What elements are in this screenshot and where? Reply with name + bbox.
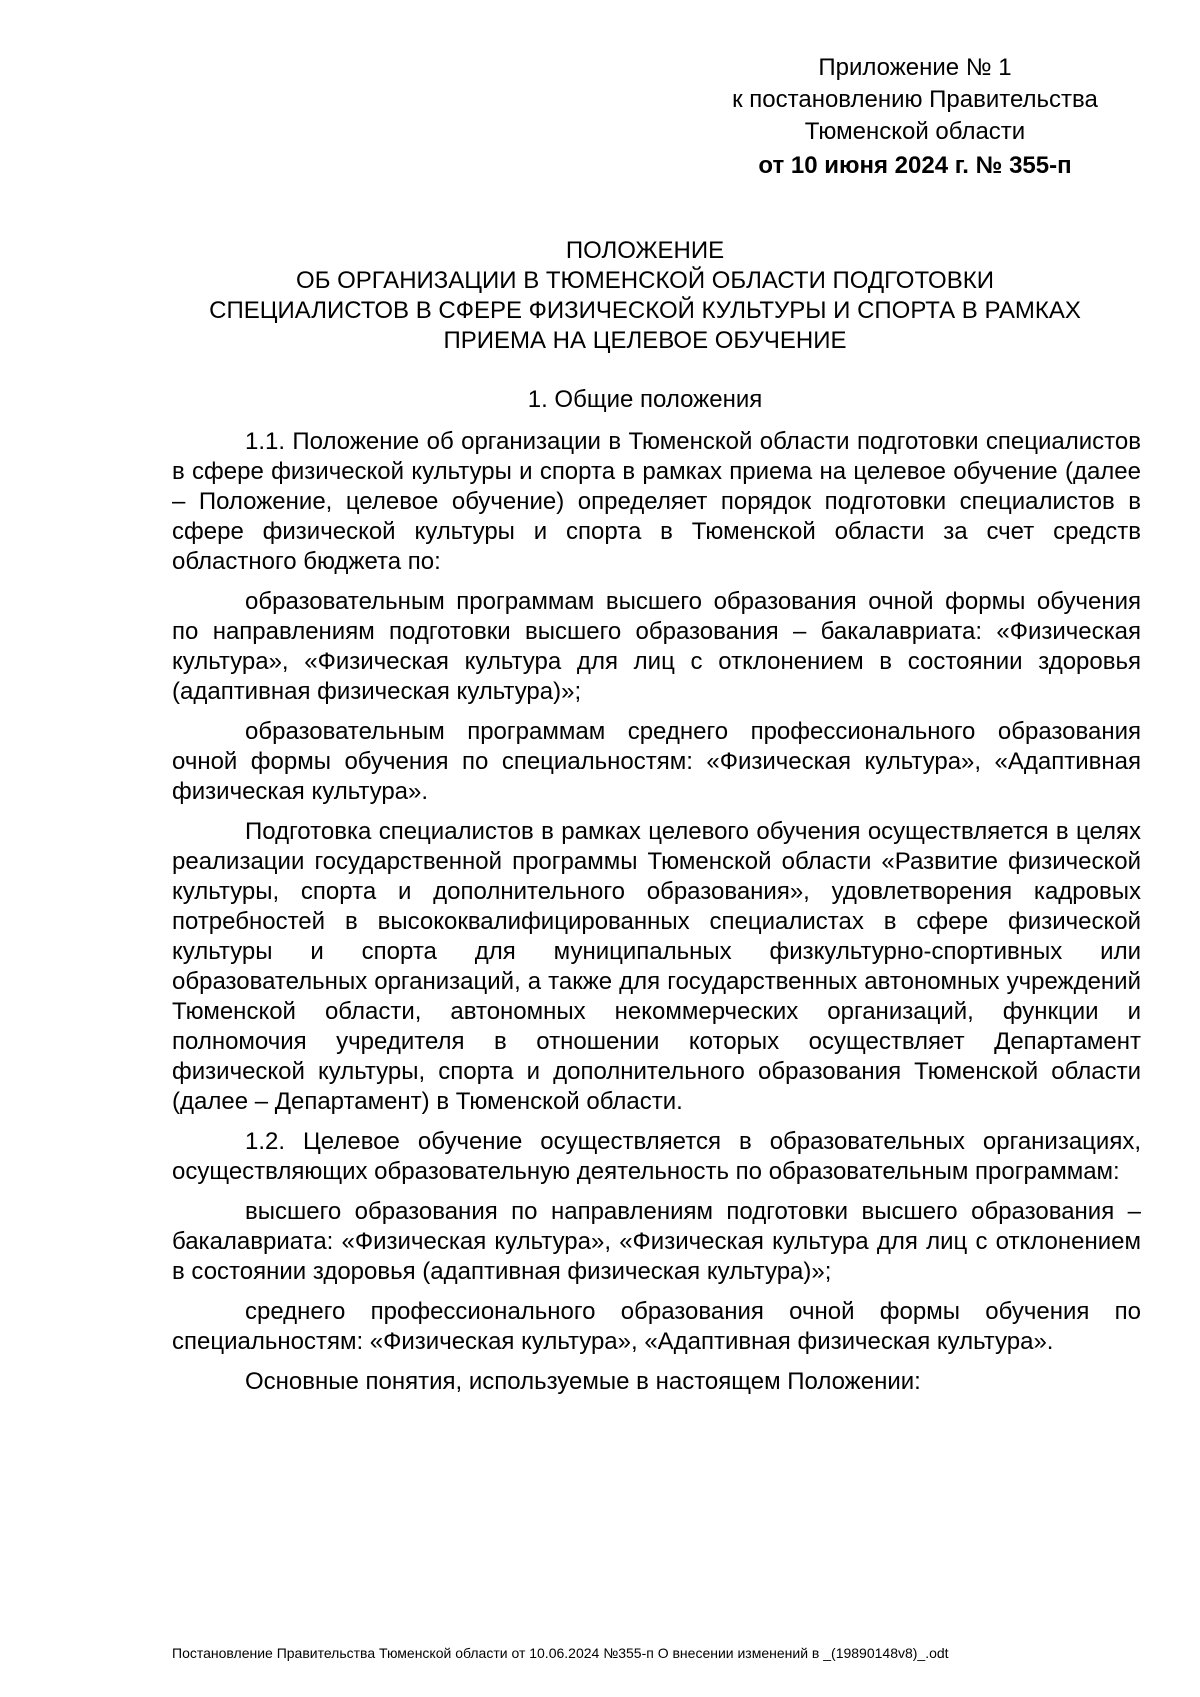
document-footer: Постановление Правительства Тюменской области от 10.06.2024 №355-п О внесении изменений в _(19890148v8)_.odt [172,1645,949,1661]
appendix-header [700,52,1130,182]
paragraph-vocational-education: образовательным программам среднего профессионального образования очной формы обучения по специальностям: «Физическая культура», «Адаптивная физическая культура». [172,718,1141,805]
appendix-number: Приложение № 1 [818,54,1012,81]
section-heading: 1. Общие положения [527,386,763,413]
appendix-reference: к постановлению Правительства [732,86,1098,113]
title-line-1: ПОЛОЖЕНИЕ [565,237,725,264]
paragraph-1-1: 1.1. Положение об организации в Тюменской области подготовки специалистов в сфере физической культуры и спорта в рамках приема на целевое обучение (далее – Положение, целевое обучение) определяет порядок подготовки специалистов в сфере физической культуры и спорта в Тюменской области за счет средств областного бюджета по: [172,428,1141,575]
appendix-date: от 10 июня 2024 г. № 355-п [758,152,1072,179]
paragraph-higher-programs: высшего образования по направлениям подготовки высшего образования – бакалавриата: «Физическая культура», «Физическая культура для лиц с отклонением в состоянии здоровья (адаптивная физическая культура)»; [172,1198,1141,1285]
document-body [172,427,1141,1407]
title-line-4: ПРИЕМА НА ЦЕЛЕВОЕ ОБУЧЕНИЕ [443,327,847,354]
paragraph-higher-education: образовательным программам высшего образования очной формы обучения по направлениям подготовки высшего образования – бакалавриата: «Физическая культура», «Физическая культура для лиц с отклонением в состоянии здоровья (адаптивная физическая культура)»; [172,588,1141,705]
paragraph-definitions-intro: Основные понятия, используемые в настоящем Положении: [245,1368,921,1395]
paragraph-vocational-programs: среднего профессионального образования очной формы обучения по специальностям: «Физическая культура», «Адаптивная физическая культура». [172,1298,1141,1355]
title-line-2: ОБ ОРГАНИЗАЦИИ В ТЮМЕНСКОЙ ОБЛАСТИ ПОДГОТОВКИ [296,267,994,294]
document-title [160,236,1130,356]
paragraph-1-2: 1.2. Целевое обучение осуществляется в образовательных организациях, осуществляющих образовательную деятельность по образовательным программам: [172,1128,1141,1185]
appendix-region: Тюменской области [804,118,1026,145]
paragraph-training-purpose: Подготовка специалистов в рамках целевого обучения осуществляется в целях реализации государственной программы Тюменской области «Развитие физической культуры, спорта и дополнительного образования», удовлетворения кадровых потребностей в высококвалифицированных специалистах в сфере физической культуры и спорта для муниципальных физкультурно-спортивных или образовательных организаций, а также для государственных автономных учреждений Тюменской области, автономных некоммерческих организаций, функции и полномочия учредителя в отношении которых осуществляет Департамент физической культуры, спорта и дополнительного образования Тюменской области (далее – Департамент) в Тюменской области. [172,818,1141,1115]
title-line-3: СПЕЦИАЛИСТОВ В СФЕРЕ ФИЗИЧЕСКОЙ КУЛЬТУРЫ И СПОРТА В РАМКАХ [209,297,1081,324]
